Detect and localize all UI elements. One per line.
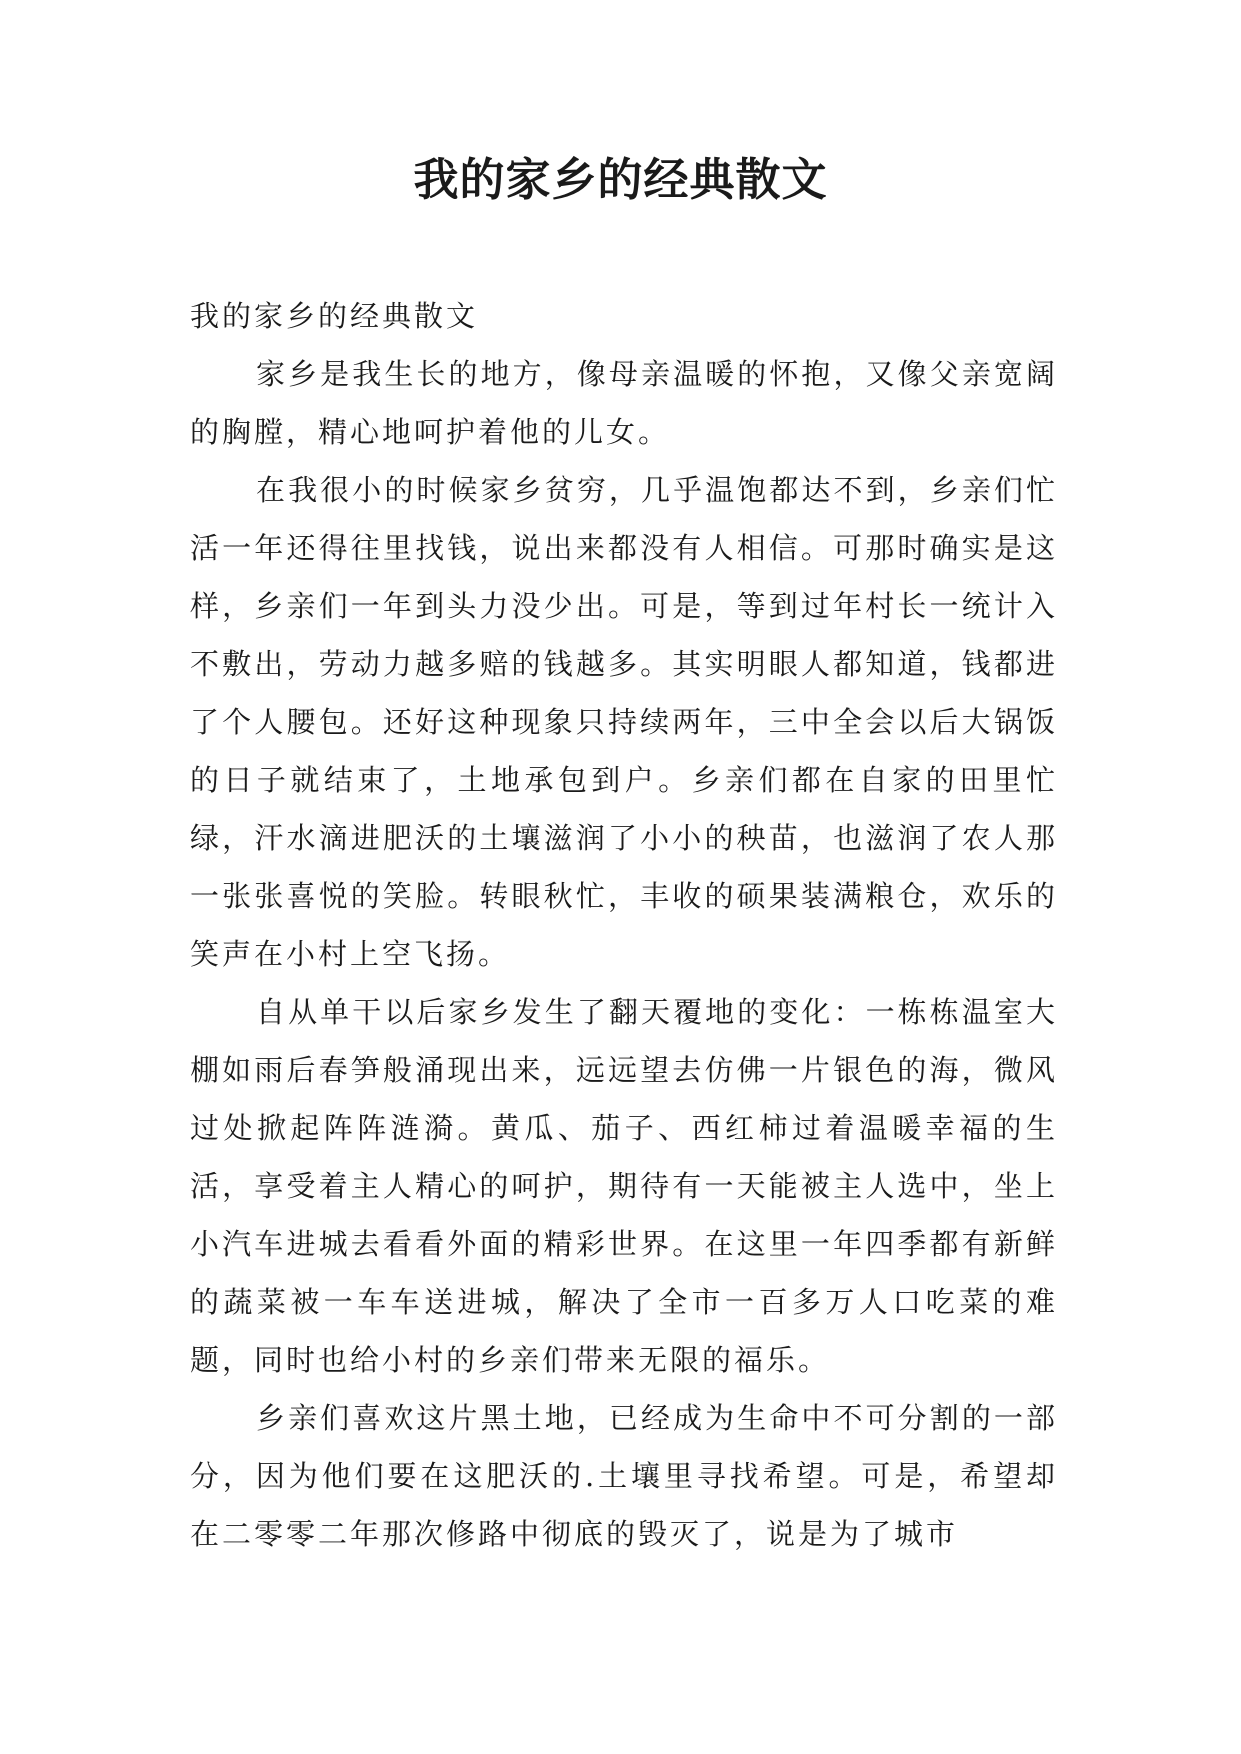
document-subtitle: 我的家乡的经典散文	[190, 299, 479, 333]
document-body	[190, 287, 1058, 1563]
paragraph: 乡亲们喜欢这片黑土地，已经成为生命中不可分割的一部分，因为他们要在这肥沃的.土壤里寻找希望。可是，希望却在二零零二年那次修路中彻底的毁灭了，说是为了城市	[190, 1401, 1058, 1551]
paragraph: 在我很小的时候家乡贫穷，几乎温饱都达不到，乡亲们忙活一年还得往里找钱，说出来都没有人相信。可那时确实是这样，乡亲们一年到头力没少出。可是，等到过年村长一统计入不敷出，劳动力越多赔的钱越多。其实明眼人都知道，钱都进了个人腰包。还好这种现象只持续两年，三中全会以后大锅饭的日子就结束了，土地承包到户。乡亲们都在自家的田里忙绿，汗水滴进肥沃的土壤滋润了小小的秧苗，也滋润了农人那一张张喜悦的笑脸。转眼秋忙，丰收的硕果装满粮仓，欢乐的笑声在小村上空飞扬。	[190, 473, 1058, 971]
document-title: 我的家乡的经典散文	[413, 153, 828, 206]
paragraph: 自从单干以后家乡发生了翻天覆地的变化：一栋栋温室大棚如雨后春笋般涌现出来，远远望去仿佛一片银色的海，微风过处掀起阵阵涟漪。黄瓜、茄子、西红柿过着温暖幸福的生活，享受着主人精心的呵护，期待有一天能被主人选中，坐上小汽车进城去看看外面的精彩世界。在这里一年四季都有新鲜的蔬菜被一车车送进城，解决了全市一百多万人口吃菜的难题，同时也给小村的乡亲们带来无限的福乐。	[190, 995, 1058, 1377]
paragraph: 家乡是我生长的地方，像母亲温暖的怀抱，又像父亲宽阔的胸膛，精心地呵护着他的儿女。	[190, 357, 1058, 449]
